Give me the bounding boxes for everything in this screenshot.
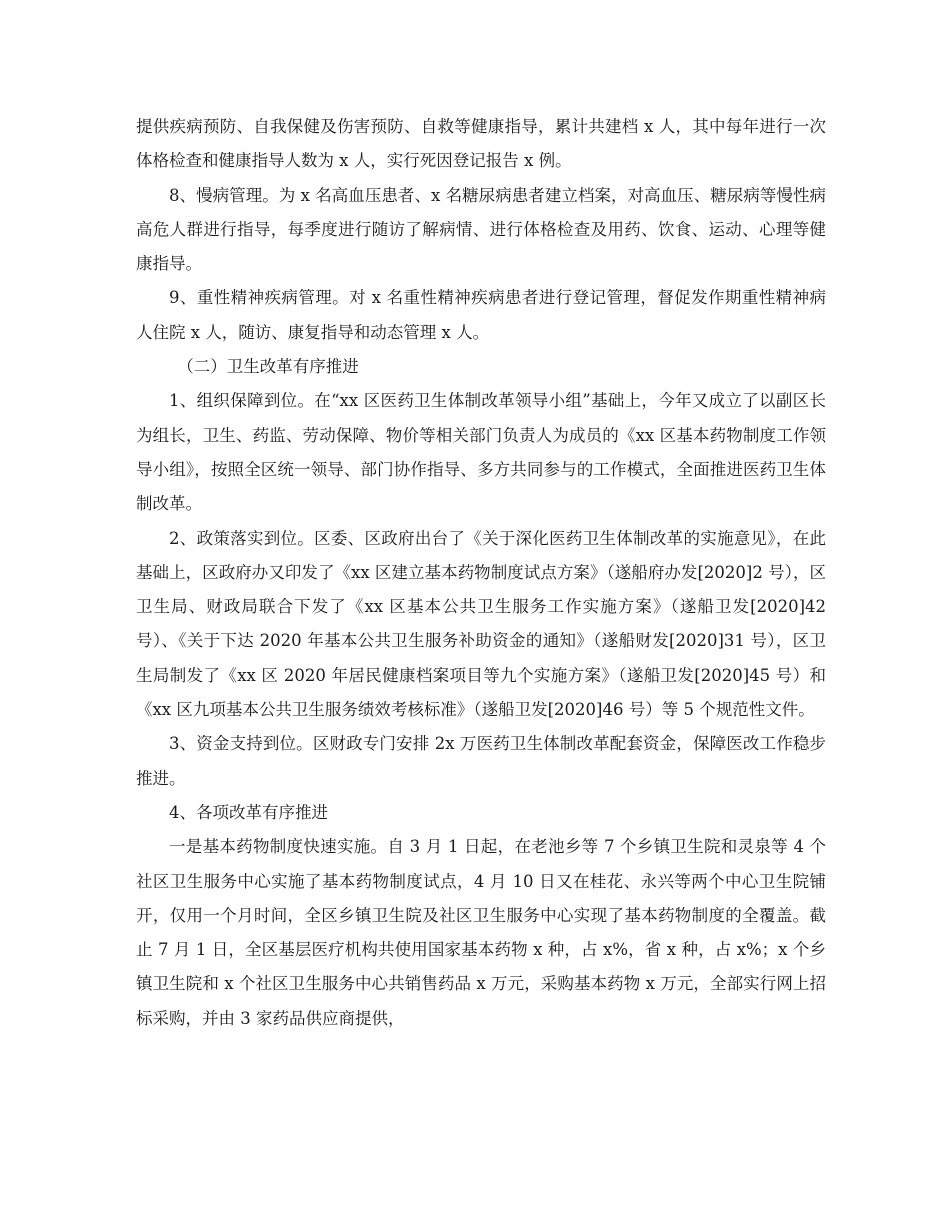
paragraph-continued: 提供疾病预防、自我保健及伤害预防、自救等健康指导，累计共建档 x 人，其中每年进行一次体格检查和健康指导人数为 x 人，实行死因登记报告 x 例。 xyxy=(136,117,826,171)
paragraph-chronic-disease: 8、慢病管理。为 x 名高血压患者、x 名糖尿病患者建立档案，对高血压、糖尿病等慢性病高危人群进行指导，每季度进行随访了解病情、进行体格检查及用药、饮食、运动、心理等健康指导。 xyxy=(136,185,826,274)
document-body xyxy=(136,110,826,1036)
paragraph-policy: 2、政策落实到位。区委、区政府出台了《关于深化医药卫生体制改革的实施意见》，在此基础上，区政府办又印发了《xx 区建立基本药物制度试点方案》（遂船府办发[2020]2 号），区卫生局、财政局联合下发了《xx 区基本公共卫生服务工作实施方案》（遂船卫发[2020]42 号）、《关于下达 2020 年基本公共卫生服务补助资金的通知》（遂船财发[2020]31 号），区卫生局制发了《xx 区 2020 年居民健康档案项目等九个实施方案》（遂船卫发[2020]45 号）和《xx 区九项基本公共卫生服务绩效考核标准》（遂船卫发[2020]46 号）等 5 个规范性文件。 xyxy=(136,528,826,720)
paragraph-reforms-heading: 4、各项改革有序推进 xyxy=(169,802,328,822)
paragraph-organization: 1、组织保障到位。在“xx 区医药卫生体制改革领导小组”基础上，今年又成立了以副区长为组长，卫生、药监、劳动保障、物价等相关部门负责人为成员的《xx 区基本药物制度工作领导小组》，按照全区统一领导、部门协作指导、多方共同参与的工作模式，全面推进医药卫生体制改革。 xyxy=(136,391,826,514)
section-heading-health-reform: （二）卫生改革有序推进 xyxy=(177,357,359,377)
paragraph-essential-drugs: 一是基本药物制度快速实施。自 3 月 1 日起，在老池乡等 7 个乡镇卫生院和灵泉等 4 个社区卫生服务中心实施了基本药物制度试点，4 月 10 日又在桂花、永兴等两个中心卫生院铺开，仅用一个月时间，全区乡镇卫生院及社区卫生服务中心实现了基本药物制度的全覆盖。截止 7 月 1 日，全区基层医疗机构共使用国家基本药物 x 种，占 x%，省 x 种，占 x%；x 个乡镇卫生院和 x 个社区卫生服务中心共销售药品 x 万元，采购基本药物 x 万元，全部实行网上招标采购，并由 3 家药品供应商提供， xyxy=(136,837,826,1028)
paragraph-mental-illness: 9、重性精神疾病管理。对 x 名重性精神疾病患者进行登记管理，督促发作期重性精神病人住院 x 人，随访、康复指导和动态管理 x 人。 xyxy=(136,288,826,342)
paragraph-funding: 3、资金支持到位。区财政专门安排 2x 万医药卫生体制改革配套资金，保障医改工作稳步推进。 xyxy=(136,734,826,788)
